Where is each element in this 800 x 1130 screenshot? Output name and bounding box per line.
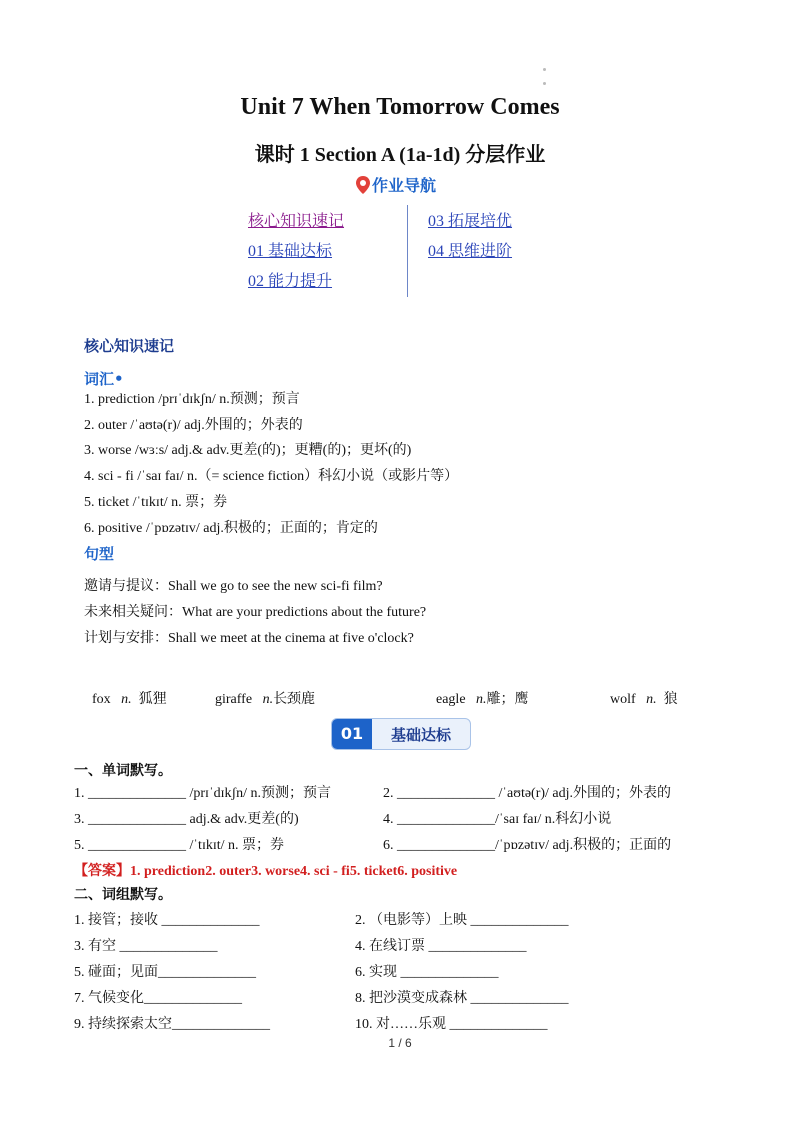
scan-dot xyxy=(543,68,546,71)
fill-item: 5. ______________ /ˈtɪkɪt/ n. 票；券 xyxy=(74,838,284,853)
fill-item: 3. ______________ adj.& adv.更差(的) xyxy=(74,812,299,827)
part2-title: 二、词组默写。 xyxy=(74,887,172,903)
phrase-item: 6. 实现 ______________ xyxy=(355,965,499,980)
nav-divider xyxy=(407,205,408,297)
scan-dot xyxy=(543,82,546,85)
sentence-item: 计划与安排：Shall we meet at the cinema at five o'clock? xyxy=(84,631,414,646)
nav-links-right xyxy=(428,207,512,267)
phrase-item: 3. 有空 ______________ xyxy=(74,939,218,954)
vocab-item: 2. outer /ˈaʊtə(r)/ adj.外围的；外表的 xyxy=(84,418,303,433)
phrase-item: 10. 对……乐观 ______________ xyxy=(355,1017,548,1032)
vocab-item: 4. sci - fi /ˈsaɪ faɪ/ n.（= science fiction）科幻小说（或影片等） xyxy=(84,469,459,484)
page-number: 1 / 6 xyxy=(388,1036,412,1050)
sentence-item: 未来相关疑问：What are your predictions about the future? xyxy=(84,605,427,620)
nav-link-04[interactable]: 04 思维进阶 xyxy=(428,243,513,260)
nav-title-text: 作业导航 xyxy=(372,176,437,195)
page-subtitle: 课时 1 Section A (1a-1d) 分层作业 xyxy=(254,144,546,166)
phrase-item: 1. 接管；接收 ______________ xyxy=(74,913,260,928)
sentence-heading: 句型 xyxy=(84,545,115,563)
vocab-item: 1. prediction /prɪˈdɪkʃn/ n.预测；预言 xyxy=(84,392,300,407)
location-pin-icon xyxy=(356,176,370,194)
nav-link-01[interactable]: 01 基础达标 xyxy=(248,243,333,260)
fill-item: 6. ______________/ˈpɒzətɪv/ adj.积极的；正面的 xyxy=(383,838,672,853)
nav-link-03[interactable]: 03 拓展培优 xyxy=(428,213,513,230)
answer-key: 【答案】1. prediction2. outer3. worse4. sci - fi5. ticket6. positive xyxy=(74,864,458,879)
section-01-badge xyxy=(331,718,471,750)
animal-fox: fox n. 狐狸 xyxy=(92,692,167,707)
core-section-heading: 核心知识速记 xyxy=(84,335,174,356)
animal-eagle: eagle n.雕；鹰 xyxy=(436,692,529,707)
page-title: Unit 7 When Tomorrow Comes xyxy=(240,94,560,120)
phrase-item: 5. 碰面；见面______________ xyxy=(74,965,256,980)
nav-link-core[interactable]: 核心知识速记 xyxy=(248,213,345,230)
vocab-item: 3. worse /wɜːs/ adj.& adv.更差(的)；更糟(的)；更坏(的) xyxy=(84,443,412,458)
vocab-heading: 词汇• xyxy=(84,370,124,388)
vocab-item: 5. ticket /ˈtɪkɪt/ n. 票；券 xyxy=(84,495,228,510)
sentence-item: 邀请与提议：Shall we go to see the new sci-fi film? xyxy=(84,579,383,594)
nav-links-left xyxy=(248,207,344,297)
animal-giraffe: giraffe n.长颈鹿 xyxy=(215,692,316,707)
section-01-number: 01 xyxy=(332,719,372,749)
section-01-label: 基础达标 xyxy=(390,725,451,744)
phrase-item: 8. 把沙漠变成森林 ______________ xyxy=(355,991,569,1006)
phrase-item: 4. 在线订票 ______________ xyxy=(355,939,527,954)
vocab-item: 6. positive /ˈpɒzətɪv/ adj.积极的；正面的；肯定的 xyxy=(84,521,378,536)
nav-title xyxy=(356,173,436,196)
phrase-item: 9. 持续探索太空______________ xyxy=(74,1017,270,1032)
phrase-item: 7. 气候变化______________ xyxy=(74,991,242,1006)
nav-link-02[interactable]: 02 能力提升 xyxy=(248,273,333,290)
fill-item: 1. ______________ /prɪˈdɪkʃn/ n.预测；预言 xyxy=(74,786,332,801)
phrase-item: 2. （电影等）上映 ______________ xyxy=(355,913,569,928)
fill-item: 2. ______________ /ˈaʊtə(r)/ adj.外围的；外表的 xyxy=(383,786,672,801)
animal-wolf: wolf n. 狼 xyxy=(610,692,678,707)
part1-title: 一、单词默写。 xyxy=(74,763,172,779)
fill-item: 4. ______________/ˈsaɪ faɪ/ n.科幻小说 xyxy=(383,812,612,827)
